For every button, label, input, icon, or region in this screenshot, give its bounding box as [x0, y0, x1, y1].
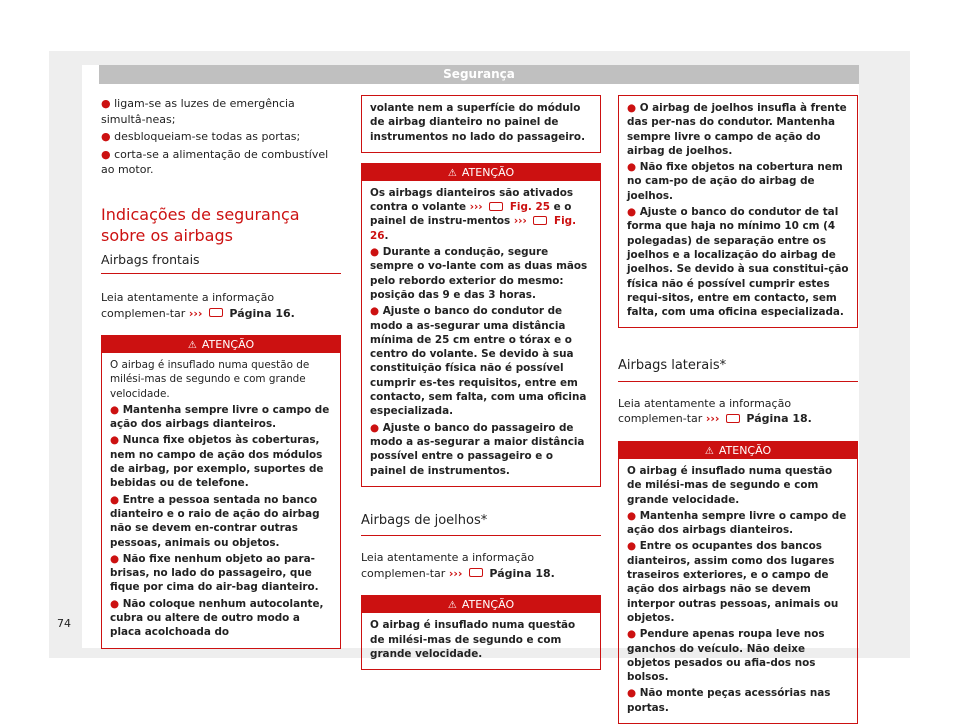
- list-item: ● desbloqueiam-se todas as portas;: [101, 130, 301, 143]
- warning-box: [618, 441, 858, 724]
- bullet-icon: ●: [110, 434, 120, 447]
- warning-item: ● Pendure apenas roupa leve nos ganchos do veículo. Não deixe objetos pesados ou afia-dos nos bolsos.: [627, 628, 825, 684]
- warning-box: [361, 595, 601, 670]
- book-icon: [489, 202, 503, 211]
- bullet-icon: ●: [110, 552, 120, 565]
- bullet-icon: ●: [627, 509, 637, 522]
- warning-item: ● Não coloque nenhum autocolante, cubra ou altere de outro modo a placa acolchoada do: [110, 597, 324, 639]
- warning-box: [101, 335, 341, 649]
- warning-intro: O airbag é insuflado numa questão de milési-mas de segundo e com grande velocidade.: [110, 359, 310, 400]
- arrow-icon: ›››: [513, 215, 527, 228]
- warning-header: ⚠ ATENÇÃO: [362, 164, 600, 181]
- bullet-icon: ●: [110, 403, 120, 416]
- arrow-icon: ›››: [469, 201, 483, 214]
- bullet-icon: ●: [627, 540, 637, 553]
- warning-item: ● Mantenha sempre livre o campo de ação dos airbags dianteiros.: [627, 509, 847, 537]
- warning-item: ● Não fixe nenhum objeto ao para-brisas, no lado do passageiro, que fique por cima do air-bag dianteiro.: [110, 552, 319, 594]
- bullet-icon: ●: [110, 493, 120, 506]
- bullet-icon: ●: [370, 305, 380, 318]
- bullet-icon: ●: [370, 246, 380, 259]
- warning-item: ● Entre a pessoa sentada no banco dianteiro e o raio de ação do airbag não se devem en-contrar outras pessoas, animais ou objetos.: [110, 493, 320, 549]
- warning-intro: Os airbags dianteiros são ativados contra o volante ››› Fig. 25 e o painel de instru-mentos ››› Fig. 26.: [370, 186, 577, 242]
- section-title: Airbags laterais*: [618, 358, 858, 382]
- warning-item: ● Não fixe objetos na cobertura nem no cam-po de ação do airbag de joelhos.: [627, 161, 843, 202]
- column-1: [101, 96, 341, 649]
- page-number: 74: [57, 617, 71, 630]
- column-3: [618, 95, 858, 724]
- arrow-icon: ›››: [705, 412, 720, 426]
- warning-header: ⚠ ATENÇÃO: [102, 336, 340, 353]
- page-reference-link[interactable]: Página 18.: [489, 566, 555, 580]
- warning-item: ● Entre os ocupantes dos bancos dianteiros, assim como dos lugares traseiros exteriores, e o campo de ação dos airbags não se devem interpor outras pessoas, animais ou objetos.: [627, 540, 839, 624]
- warning-intro: O airbag é insuflado numa questão de milési-mas de segundo e com grande velocidade.: [370, 619, 576, 660]
- warning-box-continued: [361, 95, 601, 153]
- bullet-icon: ●: [370, 421, 380, 434]
- subsection-title: Airbags frontais: [101, 252, 341, 275]
- list-item: ● ligam-se as luzes de emergência simultâ-neas;: [101, 97, 295, 126]
- warning-body: [362, 613, 600, 669]
- warning-icon: ⚠: [187, 340, 197, 351]
- warning-item: ● O airbag de joelhos insufla à frente das per-nas do condutor. Mantenha sempre livre o campo de ação do airbag de joelhos.: [627, 102, 847, 157]
- figure-reference-link[interactable]: Fig. 25: [509, 201, 550, 214]
- book-icon: [726, 414, 740, 423]
- book-icon: [469, 568, 483, 577]
- warning-body: [619, 459, 857, 723]
- warning-item: ● Não monte peças acessórias nas portas.: [627, 687, 831, 714]
- figure-reference-link[interactable]: Fig. 26: [370, 215, 577, 242]
- bullet-icon: ●: [627, 102, 637, 114]
- warning-body: [102, 353, 340, 648]
- read-note: Leia atentamente a informação complemen-tar ››› Página 18.: [361, 551, 555, 580]
- warning-item: ● Mantenha sempre livre o campo de ação dos airbags dianteiros.: [110, 403, 330, 431]
- bullet-icon: ●: [627, 206, 637, 219]
- bullet-icon: ●: [627, 687, 637, 700]
- bullet-icon: ●: [101, 130, 111, 143]
- warning-box-continued: [618, 95, 858, 328]
- warning-item: ● Ajuste o banco do condutor de modo a as-segurar uma distância mínima de 25 cm entre o tórax e o centro do volante. Se devido à sua constituição física não é possível cumprir es-tes requisitos, entre em contacto, sem falta, com uma oficina especializada.: [370, 305, 587, 418]
- page-reference-link[interactable]: Página 16.: [229, 306, 295, 320]
- warning-body: [619, 96, 857, 327]
- warning-box: [361, 163, 601, 487]
- page-header: Segurança: [99, 65, 859, 84]
- warning-icon: ⚠: [704, 445, 714, 457]
- warning-item: ● Ajuste o banco do passageiro de modo a as-segurar a maior distância possível entre o passageiro e o painel de instrumentos.: [370, 421, 585, 477]
- warning-body: [362, 96, 600, 152]
- warning-icon: ⚠: [447, 167, 457, 179]
- warning-item: ● Durante a condução, segure sempre o vo-lante com as duas mãos pelo rebordo exterior do mesmo: posição das 9 e das 3 horas.: [370, 246, 588, 301]
- bullet-icon: ●: [101, 147, 111, 161]
- warning-icon: ⚠: [447, 600, 457, 612]
- section-heading: Indicações de segurança sobre os airbags: [101, 204, 300, 245]
- bullet-icon: ●: [110, 597, 120, 610]
- arrow-icon: ›››: [448, 566, 463, 580]
- book-icon: [533, 216, 547, 225]
- warning-continued-text: volante nem a superfície do módulo de airbag dianteiro no painel de instrumentos no lado do passageiro.: [370, 102, 586, 143]
- warning-item: ● Nunca fixe objetos às coberturas, nem no campo de ação dos módulos de airbag, por exemplo, suportes de bebidas ou de telefone.: [110, 434, 324, 490]
- warning-body: [362, 181, 600, 486]
- page-reference-link[interactable]: Página 18.: [746, 412, 812, 426]
- bullet-icon: ●: [627, 628, 637, 641]
- read-note: Leia atentamente a informação complemen-tar ››› Página 18.: [618, 396, 812, 426]
- arrow-icon: ›››: [188, 306, 203, 320]
- bullet-icon: ●: [627, 161, 637, 174]
- warning-intro: O airbag é insuflado numa questão de milési-mas de segundo e com grande velocidade.: [627, 464, 833, 506]
- read-note: Leia atentamente a informação complemen-tar ››› Página 16.: [101, 291, 295, 320]
- book-icon: [209, 308, 223, 317]
- warning-item: ● Ajuste o banco do condutor de tal forma que haja no mínimo 10 cm (4 polegadas) de separação entre os joelhos e a localização do airbag de joelhos. Se devido à sua constitui-ção física não é possível cumprir estes requi-sitos, entre em contacto, sem falta, com uma oficina especializada.: [627, 206, 849, 319]
- bullet-icon: ●: [101, 97, 111, 110]
- warning-header: ⚠ ATENÇÃO: [362, 596, 600, 613]
- warning-header: ⚠ ATENÇÃO: [619, 442, 857, 459]
- list-item: ● corta-se a alimentação de combustível ao motor.: [101, 147, 329, 176]
- column-2: [361, 95, 601, 670]
- section-title: Airbags de joelhos*: [361, 513, 601, 537]
